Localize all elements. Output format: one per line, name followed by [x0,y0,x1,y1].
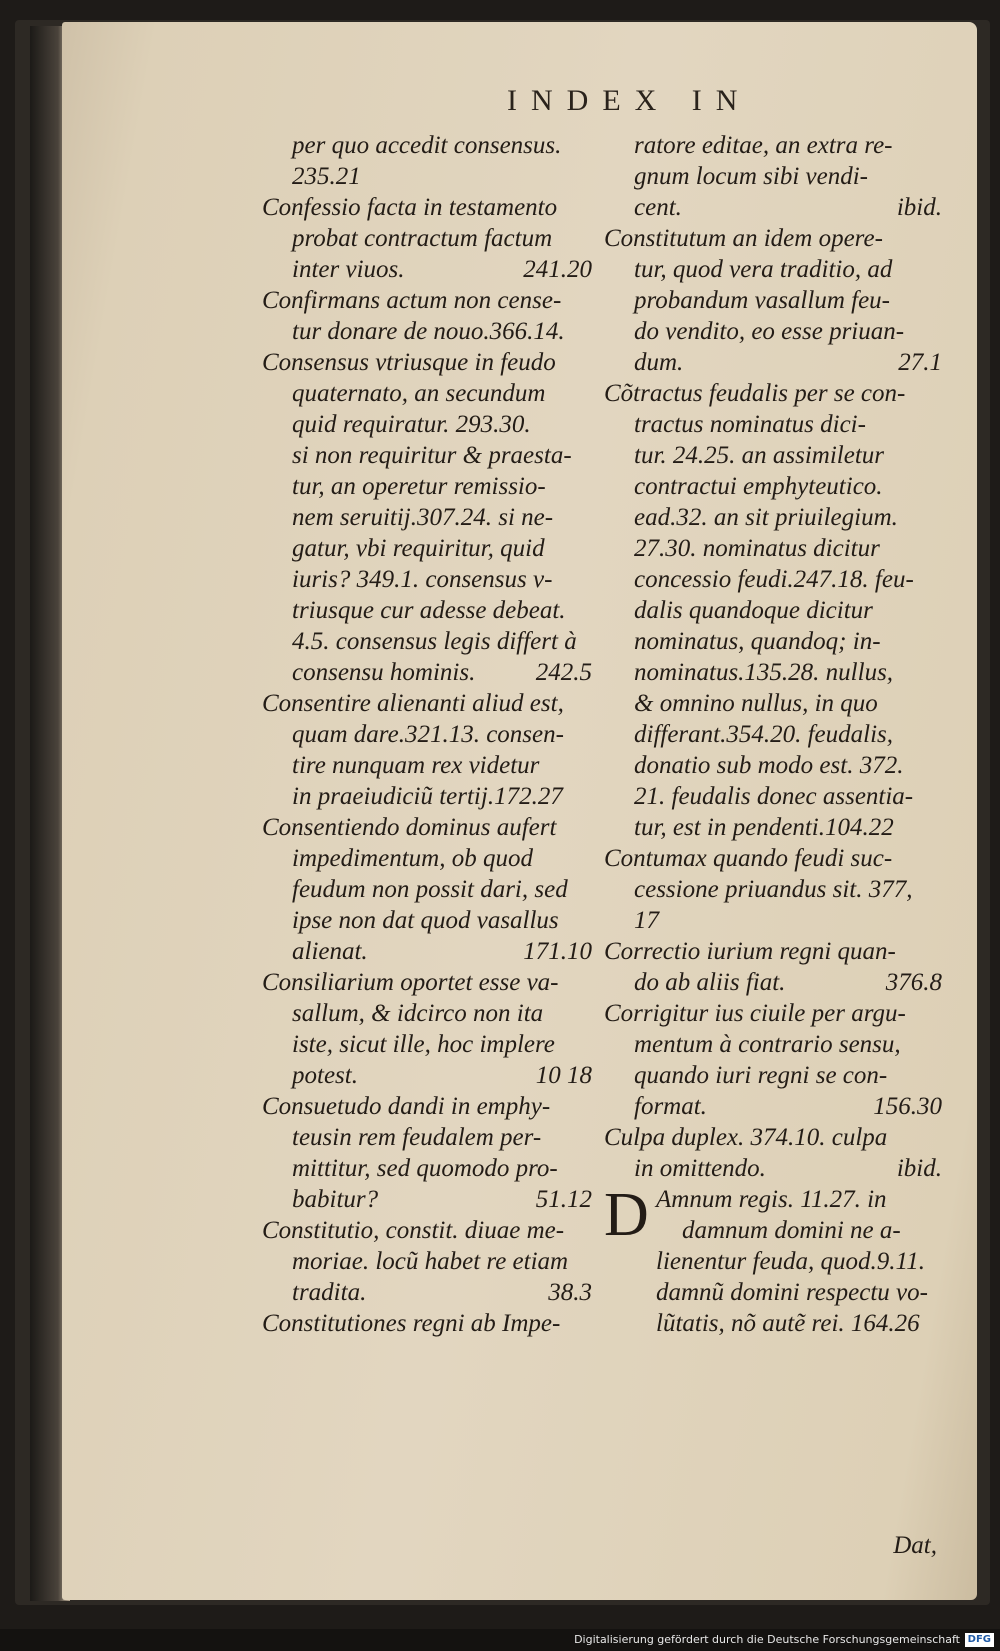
index-column-left [262,130,592,1339]
index-entry-text: potest. [292,1062,358,1089]
index-line [604,1029,942,1060]
index-entry-text: triusque cur adesse debeat. [292,597,566,624]
index-line [262,223,592,254]
index-line [604,1122,942,1153]
index-entry-text: in omittendo. [634,1155,766,1182]
index-line [604,130,942,161]
index-entry-text: ead.32. an sit priuilegium. [634,504,898,531]
page-reference: 51.12 [535,1186,592,1213]
index-line [262,1215,592,1246]
index-entry-text: lũtatis, nõ autẽ rei. 164.26 [656,1310,920,1337]
index-line [262,595,592,626]
index-entry-text: ratore editae, an extra re- [634,132,893,159]
index-line [262,130,592,161]
index-entry-text: mittitur, sed quomodo pro- [292,1155,558,1182]
index-line [262,998,592,1029]
index-line [604,843,942,874]
index-entry-text: Amnum regis. 11.27. in [656,1186,887,1213]
index-line [604,1246,942,1277]
index-line [262,1308,592,1339]
index-line [262,688,592,719]
index-entry-text: inter viuos. [292,256,405,283]
index-line [262,378,592,409]
index-entry-text: sallum, & idcirco non ita [292,1000,544,1027]
index-entry-text: moriae. locũ habet re etiam [292,1248,569,1275]
index-line [604,161,942,192]
index-entry-text: tractus nominatus dici- [634,411,866,438]
index-entry-text: do ab aliis fiat. [634,969,786,996]
index-line [262,1060,592,1091]
index-entry-text: dum. [634,349,684,376]
page-reference: 27.1 [898,349,942,376]
index-entry-text: in praeiudiciũ tertij.172.27 [292,783,563,810]
index-line [262,1029,592,1060]
index-line [604,657,942,688]
index-line [262,564,592,595]
index-line [604,1308,942,1339]
index-entry-text: tur, est in pendenti.104.22 [634,814,894,841]
index-entry-text: 4.5. consensus legis differt à [292,628,577,655]
index-line [604,626,942,657]
index-line [262,781,592,812]
index-entry-text: ipse non dat quod vasallus [292,907,559,934]
page-reference: 241.20 [523,256,592,283]
index-line [262,1122,592,1153]
running-head: INDEX IN [507,84,752,117]
index-line [262,719,592,750]
index-entry-text: gnum locum sibi vendi- [634,163,868,190]
index-entry-text: Correctio iurium regni quan- [604,938,896,965]
index-line [262,1184,592,1215]
index-entry-text: alienat. [292,938,368,965]
index-line [604,1153,942,1184]
index-entry-text: Corrigitur ius ciuile per argu- [604,1000,906,1027]
index-line [604,1091,942,1122]
index-entry-text: nem seruitij.307.24. si ne- [292,504,554,531]
index-entry-text: Consiliarium oportet esse va- [262,969,559,996]
index-entry-text: impedimentum, ob quod [292,845,533,872]
index-entry-text: Constitutiones regni ab Impe- [262,1310,561,1337]
index-entry-text: si non requiritur & praesta- [292,442,572,469]
index-line [262,1246,592,1277]
index-line [604,502,942,533]
index-entry-text: iuris? 349.1. consensus v- [292,566,553,593]
index-line [604,905,942,936]
index-entry-text: feudum non possit dari, sed [292,876,568,903]
index-line [604,564,942,595]
index-line [262,471,592,502]
index-line [262,254,592,285]
index-line [262,502,592,533]
index-line [604,409,942,440]
page-reference: 376.8 [885,969,942,996]
index-line [262,657,592,688]
index-line [262,192,592,223]
index-line [262,533,592,564]
index-line [604,378,942,409]
index-entry-text: Constitutum an idem opere- [604,225,883,252]
index-entry-text: probat contractum factum [292,225,553,252]
index-line [604,595,942,626]
index-line [604,688,942,719]
index-line [604,285,942,316]
index-line [604,1277,942,1308]
index-line [604,254,942,285]
index-line [262,409,592,440]
index-entry-text: 27.30. nominatus dicitur [634,535,880,562]
index-entry-text: 235.21 [292,163,361,190]
index-line [262,936,592,967]
index-line [262,316,592,347]
index-line [604,223,942,254]
index-entry-text: nominatus, quandoq; in- [634,628,881,655]
index-line [262,347,592,378]
index-entry-text: damnum domini ne a- [682,1217,901,1244]
index-line [262,812,592,843]
index-entry-text: do vendito, eo esse priuan- [634,318,905,345]
index-entry-text: babitur? [292,1186,379,1213]
digitization-footer [0,1629,1000,1651]
index-entry-text: Consuetudo dandi in emphy- [262,1093,551,1120]
index-line [604,719,942,750]
index-line [604,1060,942,1091]
footer-credit: Digitalisierung gefördert durch die Deutsche Forschungsgemeinschaft [574,1633,960,1646]
index-line [262,874,592,905]
index-entry-text: teusin rem feudalem per- [292,1124,542,1151]
index-entry-text: tire nunquam rex videtur [292,752,540,779]
index-line [262,626,592,657]
index-entry-text: Cõtractus feudalis per se con- [604,380,906,407]
index-line [262,1091,592,1122]
index-entry-text: Culpa duplex. 374.10. culpa [604,1124,888,1151]
page-reference: 38.3 [548,1279,592,1306]
index-line [262,161,592,192]
index-line [262,750,592,781]
index-line [604,781,942,812]
index-line [262,1277,592,1308]
index-entry-text: mentum à contrario sensu, [634,1031,901,1058]
index-line [262,967,592,998]
index-line [604,967,942,998]
index-line [604,936,942,967]
book-page [62,22,977,1600]
index-entry-text: 21. feudalis donec assentia- [634,783,914,810]
index-column-right [604,130,942,1339]
index-line [604,998,942,1029]
page-reference: 171.10 [523,938,592,965]
index-entry-text: Consensus vtriusque in feudo [262,349,556,376]
index-entry-text: tradita. [292,1279,367,1306]
index-entry-text: iste, sicut ille, hoc implere [292,1031,555,1058]
index-line [604,750,942,781]
index-entry-text: tur donare de nouo.366.14. [292,318,565,345]
index-line [604,874,942,905]
index-line [604,1215,942,1246]
index-entry-text: contractui emphyteutico. [634,473,883,500]
index-entry-text: per quo accedit consensus. [292,132,562,159]
index-entry-text: concessio feudi.247.18. feu- [634,566,914,593]
index-entry-text: gatur, vbi requiritur, quid [292,535,545,562]
index-entry-text: quid requiratur. 293.30. [292,411,531,438]
index-entry-text: cent. [634,194,682,221]
index-line [262,285,592,316]
index-entry-text: Consentire alienanti aliud est, [262,690,564,717]
index-line [262,905,592,936]
index-entry-text: format. [634,1093,707,1120]
page-reference: 10 18 [535,1062,592,1089]
index-entry-text: damnũ domini respectu vo- [656,1279,928,1306]
page-reference: ibid. [896,1155,942,1182]
dfg-logo-icon: DFG [965,1633,994,1647]
index-entry-text: quam dare.321.13. consen- [292,721,564,748]
page-reference: 242.5 [535,659,592,686]
index-line [604,471,942,502]
index-line [604,347,942,378]
index-entry-text: Constitutio, constit. diuae me- [262,1217,565,1244]
index-entry-text: quando iuri regni se con- [634,1062,888,1089]
index-entry-text: 17 [634,907,659,934]
index-entry-text: Consentiendo dominus aufert [262,814,557,841]
index-entry-text: lienentur feuda, quod.9.11. [656,1248,925,1275]
index-line [262,1153,592,1184]
index-entry-text: tur, an operetur remissio- [292,473,546,500]
catchword: Dat, [893,1532,937,1559]
index-line [604,533,942,564]
index-line [604,316,942,347]
index-entry-text: nominatus.135.28. nullus, [634,659,894,686]
index-entry-text: Confirmans actum non cense- [262,287,562,314]
index-entry-text: cessione priuandus sit. 377, [634,876,913,903]
index-line [604,192,942,223]
index-entry-text: Confessio facta in testamento [262,194,558,221]
index-entry-text: Contumax quando feudi suc- [604,845,893,872]
index-entry-text: dalis quandoque dicitur [634,597,873,624]
index-entry-text: consensu hominis. [292,659,476,686]
index-line [262,843,592,874]
drop-cap: D [604,1181,649,1249]
page-reference: ibid. [896,194,942,221]
index-entry-text: tur, quod vera traditio, ad [634,256,893,283]
index-entry-text: & omnino nullus, in quo [634,690,878,717]
index-entry-text: probandum vasallum feu- [634,287,890,314]
index-entry-text: donatio sub modo est. 372. [634,752,904,779]
page-reference: 156.30 [873,1093,942,1120]
index-line [604,440,942,471]
index-entry-text: quaternato, an secundum [292,380,546,407]
index-line [604,812,942,843]
index-line [262,440,592,471]
index-entry-text: differant.354.20. feudalis, [634,721,894,748]
index-entry-text: tur. 24.25. an assimiletur [634,442,885,469]
